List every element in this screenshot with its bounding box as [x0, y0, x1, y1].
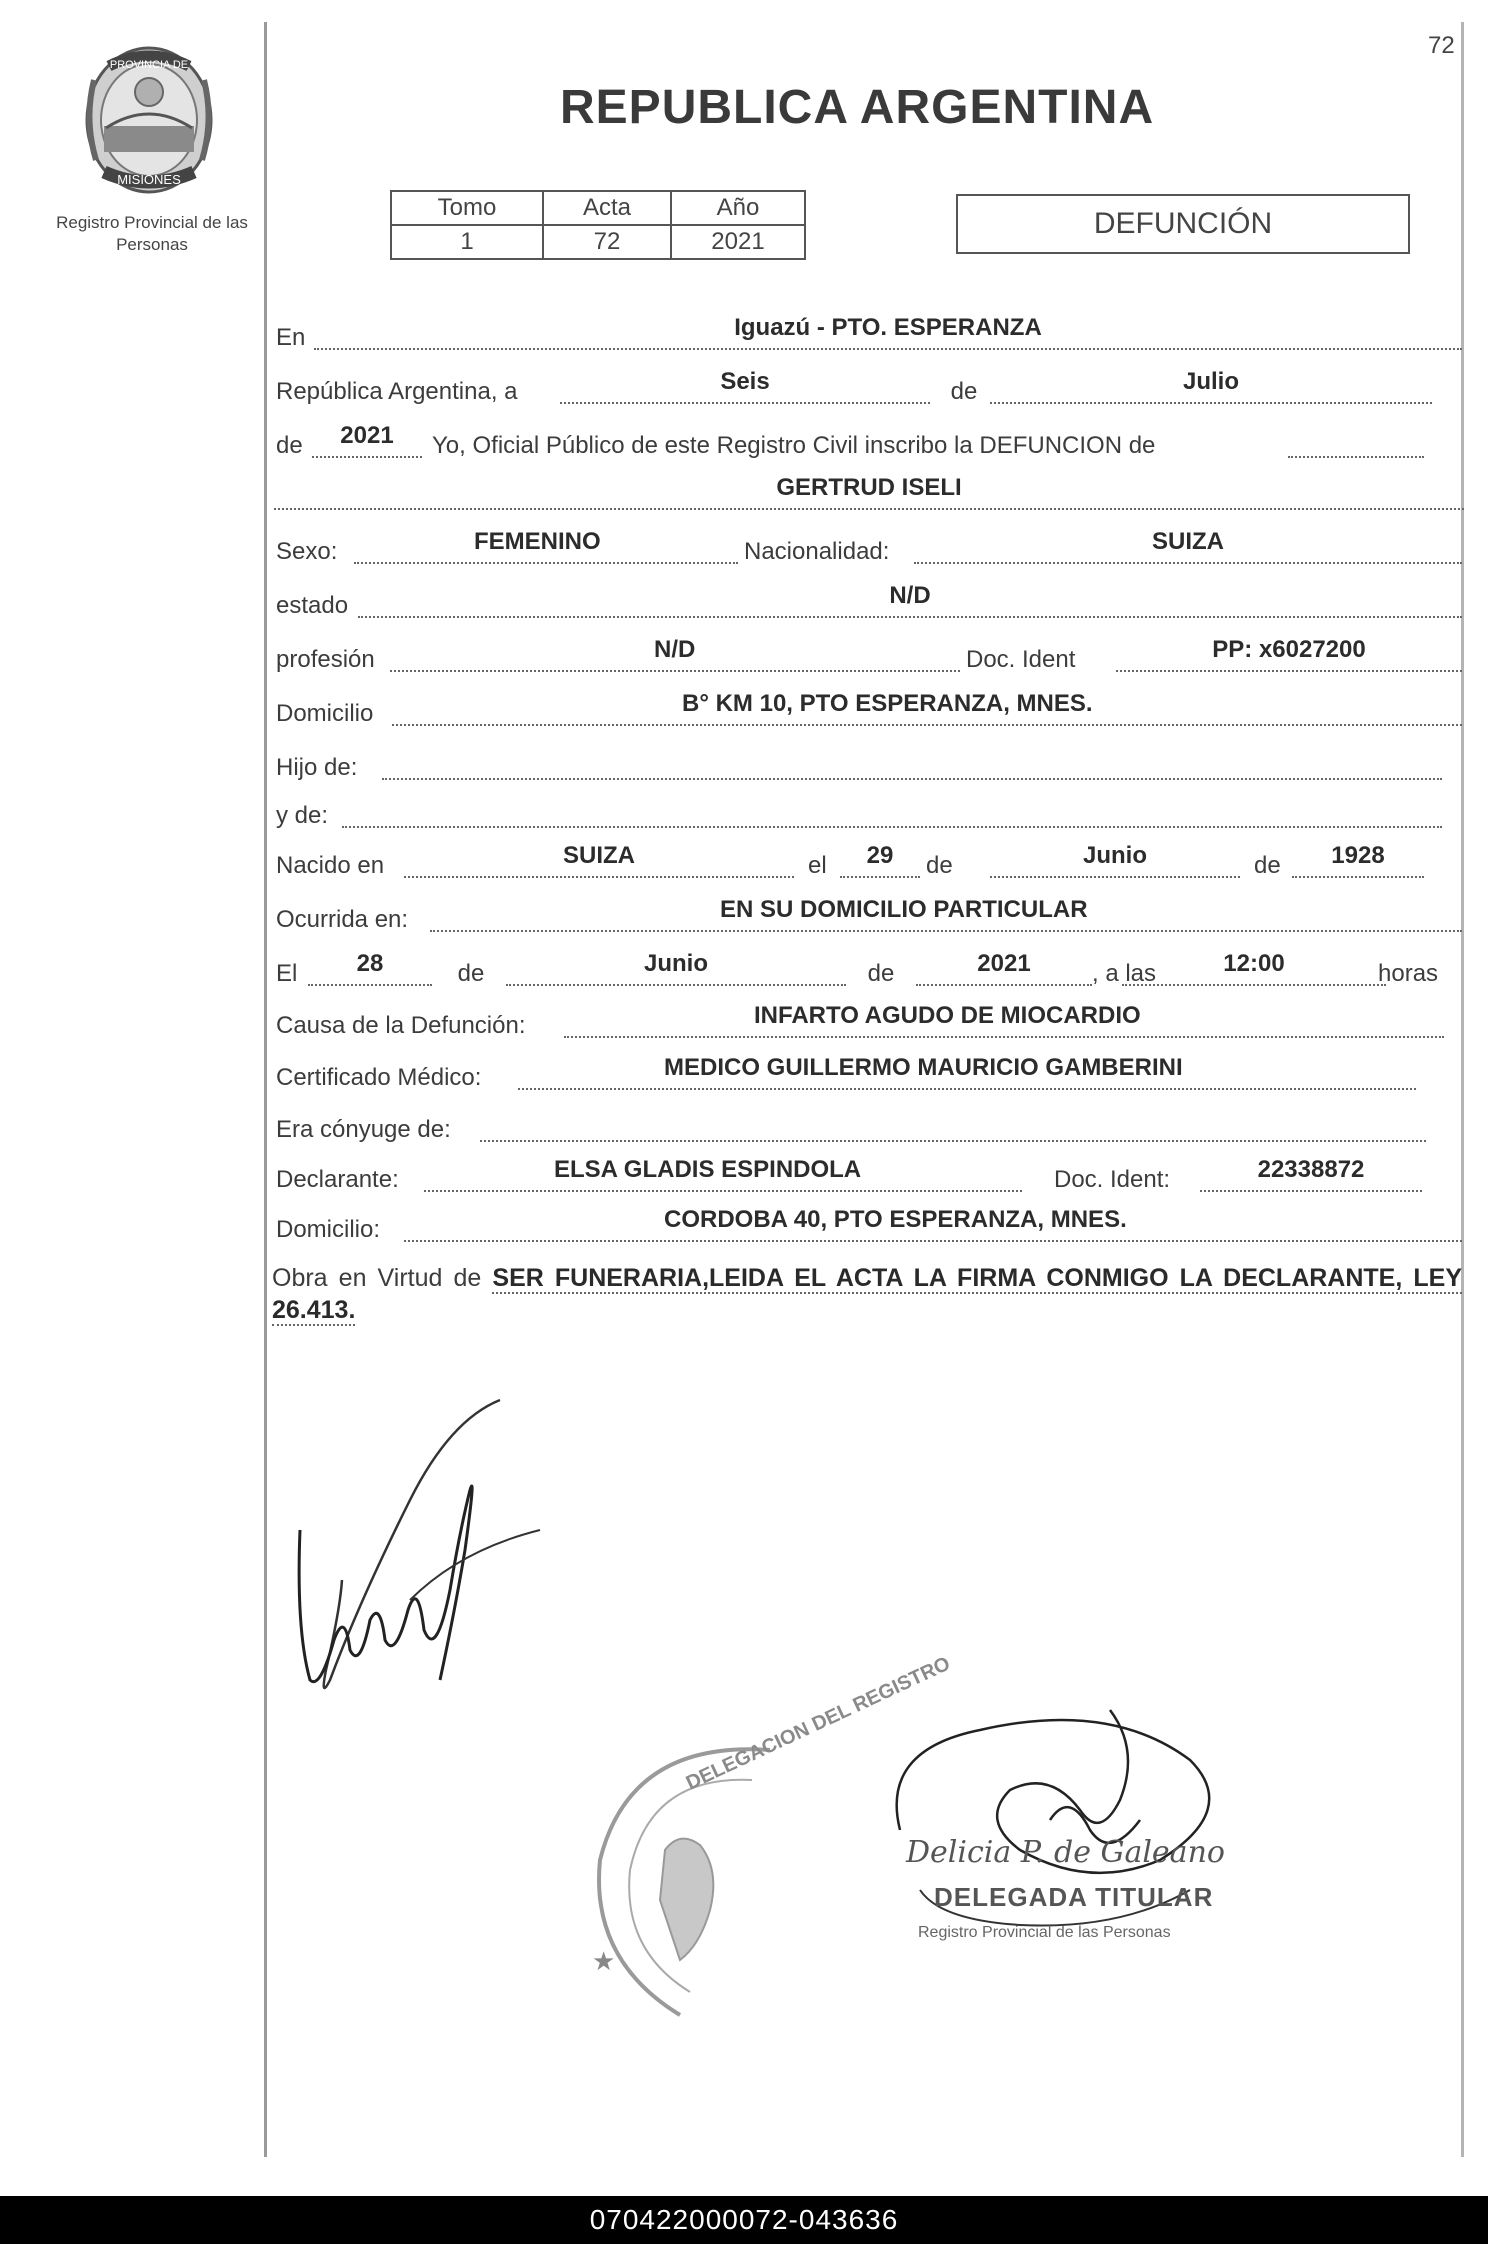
el-label: el	[808, 852, 827, 879]
estado-label: estado	[276, 592, 349, 619]
footer-code-bar	[0, 2196, 1488, 2244]
row-inscribo	[274, 422, 1464, 466]
left-margin-line	[264, 22, 267, 2157]
svg-text:★: ★	[592, 1947, 616, 1977]
row-decl-domicilio	[274, 1206, 1464, 1250]
ocurrida-value: EN SU DOMICILIO PARTICULAR	[720, 896, 1088, 923]
death-month-value: Junio	[644, 950, 708, 977]
inscribo-trailing-line	[1288, 420, 1424, 458]
row-fecha	[274, 368, 1464, 412]
decl-doc-field	[1200, 1154, 1422, 1192]
row-declarante	[274, 1156, 1464, 1200]
doc-ident-label: Doc. Ident	[966, 646, 1076, 673]
month-field	[990, 366, 1432, 404]
row-causa	[274, 1002, 1464, 1046]
birth-month-field	[990, 840, 1240, 878]
en-label: En	[276, 324, 306, 351]
ocurrida-label: Ocurrida en:	[276, 906, 409, 933]
acta-header: Acta	[543, 191, 671, 225]
death-day-field	[308, 948, 432, 986]
document-type-box: DEFUNCIÓN	[956, 194, 1410, 254]
reference-table	[390, 190, 806, 260]
de-label: de	[950, 378, 978, 405]
birth-day-field	[840, 840, 920, 878]
certificado-label: Certificado Médico:	[276, 1064, 482, 1091]
horas-label: horas	[1378, 960, 1439, 987]
signatory-name: Delicia P. de Galeano	[906, 1835, 1225, 1870]
row-en	[274, 314, 1464, 358]
signatory-role: DELEGADA TITULAR	[934, 1882, 1214, 1912]
sexo-field	[354, 526, 738, 564]
death-time-field	[1122, 948, 1386, 986]
ano-value: 2021	[671, 225, 805, 259]
acta-value: 72	[543, 225, 671, 259]
row-deceased-name	[274, 474, 1464, 518]
ano-header: Año	[671, 191, 805, 225]
page-title: REPUBLICA ARGENTINA	[560, 81, 1155, 134]
de-death-year-label: de	[867, 960, 895, 987]
declarante-signature-icon	[290, 1380, 560, 1710]
certificado-value: MEDICO GUILLERMO MAURICIO GAMBERINI	[664, 1054, 1183, 1081]
row-domicilio	[274, 690, 1464, 734]
hijo-de-field	[382, 742, 1442, 780]
domicilio-value: B° KM 10, PTO ESPERANZA, MNES.	[682, 690, 1093, 717]
deceased-name-field	[274, 472, 1464, 510]
signatory-registry: Registro Provincial de las Personas	[918, 1924, 1171, 1941]
de-death-month-label: de	[457, 960, 485, 987]
nacido-en-field	[404, 840, 794, 878]
place-value: Iguazú - PTO. ESPERANZA	[734, 314, 1042, 341]
certificado-field	[518, 1052, 1416, 1090]
death-year-field	[916, 948, 1092, 986]
day-word-value: Seis	[720, 368, 770, 395]
row-estado	[274, 582, 1464, 626]
provincia-de-misiones-seal-icon	[74, 40, 224, 200]
obra-text: SER FUNERARIA,LEIDA EL ACTA LA FIRMA CONMIGO LA DECLARANTE, LEY 26.413.	[272, 1264, 1462, 1324]
de-birth-year-label: de	[1254, 852, 1281, 879]
death-month-field	[506, 948, 846, 986]
declarante-value: ELSA GLADIS ESPINDOLA	[554, 1156, 862, 1183]
svg-text:PROVINCIA DE: PROVINCIA DE	[109, 59, 189, 71]
svg-text:MISIONES: MISIONES	[117, 172, 181, 187]
decl-domicilio-value: CORDOBA 40, PTO ESPERANZA, MNES.	[664, 1206, 1127, 1233]
nacionalidad-label: Nacionalidad:	[744, 538, 890, 565]
deceased-name-value: GERTRUD ISELI	[776, 474, 962, 501]
profesion-field	[390, 634, 960, 672]
year-value: 2021	[340, 422, 394, 449]
estado-value: N/D	[889, 582, 931, 609]
obra-en-virtud-paragraph	[272, 1262, 1462, 1326]
obra-label: Obra en Virtud de	[272, 1264, 482, 1292]
reference-header-row	[391, 191, 805, 225]
registry-name: Registro Provincial de las Personas	[56, 213, 248, 254]
profesion-value: N/D	[654, 636, 696, 663]
row-profesion	[274, 636, 1464, 680]
birth-month-value: Junio	[1083, 842, 1147, 869]
row-nacido	[274, 842, 1464, 886]
nacido-en-value: SUIZA	[563, 842, 635, 869]
decl-domicilio-field	[404, 1204, 1462, 1242]
day-word-field	[560, 366, 930, 404]
ocurrida-field	[430, 894, 1462, 932]
de-birth-month-label: de	[926, 852, 953, 879]
tomo-value: 1	[391, 225, 543, 259]
causa-label: Causa de la Defunción:	[276, 1012, 526, 1039]
conyuge-field	[480, 1104, 1426, 1142]
reference-value-row	[391, 225, 805, 259]
footer-code: 070422000072-043636	[589, 2204, 899, 2235]
decl-doc-label: Doc. Ident:	[1054, 1166, 1171, 1193]
inscribo-text: Yo, Oficial Público de este Registro Civil inscribo la DEFUNCION de	[432, 432, 1156, 459]
estado-field	[358, 580, 1462, 618]
el-cap-label: El	[276, 960, 298, 987]
row-certificado	[274, 1054, 1464, 1098]
sexo-value: FEMENINO	[474, 528, 601, 555]
sexo-label: Sexo:	[276, 538, 338, 565]
row-sexo	[274, 528, 1464, 572]
row-hijo-de	[274, 748, 1464, 788]
registry-stamp-icon	[570, 1652, 954, 2030]
declarante-label: Declarante:	[276, 1166, 399, 1193]
nacido-en-label: Nacido en	[276, 852, 385, 879]
row-y-de	[274, 796, 1464, 836]
doc-ident-field	[1116, 634, 1462, 672]
a-las-label: , a las	[1092, 960, 1157, 987]
row-fecha-defuncion	[274, 950, 1464, 994]
y-de-field	[342, 790, 1442, 828]
causa-field	[564, 1000, 1444, 1038]
page-number: 72	[1428, 32, 1455, 59]
y-de-label: y de:	[276, 802, 329, 829]
row-ocurrida	[274, 896, 1464, 940]
domicilio-field	[392, 688, 1462, 726]
decl-doc-value: 22338872	[1257, 1156, 1365, 1183]
birth-day-value: 29	[866, 842, 894, 869]
causa-value: INFARTO AGUDO DE MIOCARDIO	[754, 1002, 1141, 1029]
profesion-label: profesión	[276, 646, 375, 673]
doc-ident-value: PP: x6027200	[1212, 636, 1366, 663]
tomo-header: Tomo	[391, 191, 543, 225]
declarante-field	[424, 1154, 1022, 1192]
nacionalidad-field	[914, 526, 1462, 564]
birth-year-field	[1292, 840, 1424, 878]
place-field	[314, 312, 1462, 350]
death-year-value: 2021	[977, 950, 1031, 977]
month-value: Julio	[1182, 368, 1239, 395]
death-time-value: 12:00	[1223, 950, 1285, 977]
de-year-label: de	[276, 432, 303, 459]
year-field	[312, 420, 422, 458]
svg-text:DELEGACION DEL REGISTRO: DELEGACION DEL REGISTRO	[682, 1652, 954, 1795]
birth-year-value: 1928	[1331, 842, 1385, 869]
republica-label: República Argentina, a	[276, 378, 518, 405]
nacionalidad-value: SUIZA	[1152, 528, 1224, 555]
conyuge-label: Era cónyuge de:	[276, 1116, 451, 1143]
row-conyuge	[274, 1110, 1464, 1150]
hijo-de-label: Hijo de:	[276, 754, 358, 781]
decl-domicilio-label: Domicilio:	[276, 1216, 381, 1243]
death-day-value: 28	[356, 950, 384, 977]
domicilio-label: Domicilio	[276, 700, 374, 727]
